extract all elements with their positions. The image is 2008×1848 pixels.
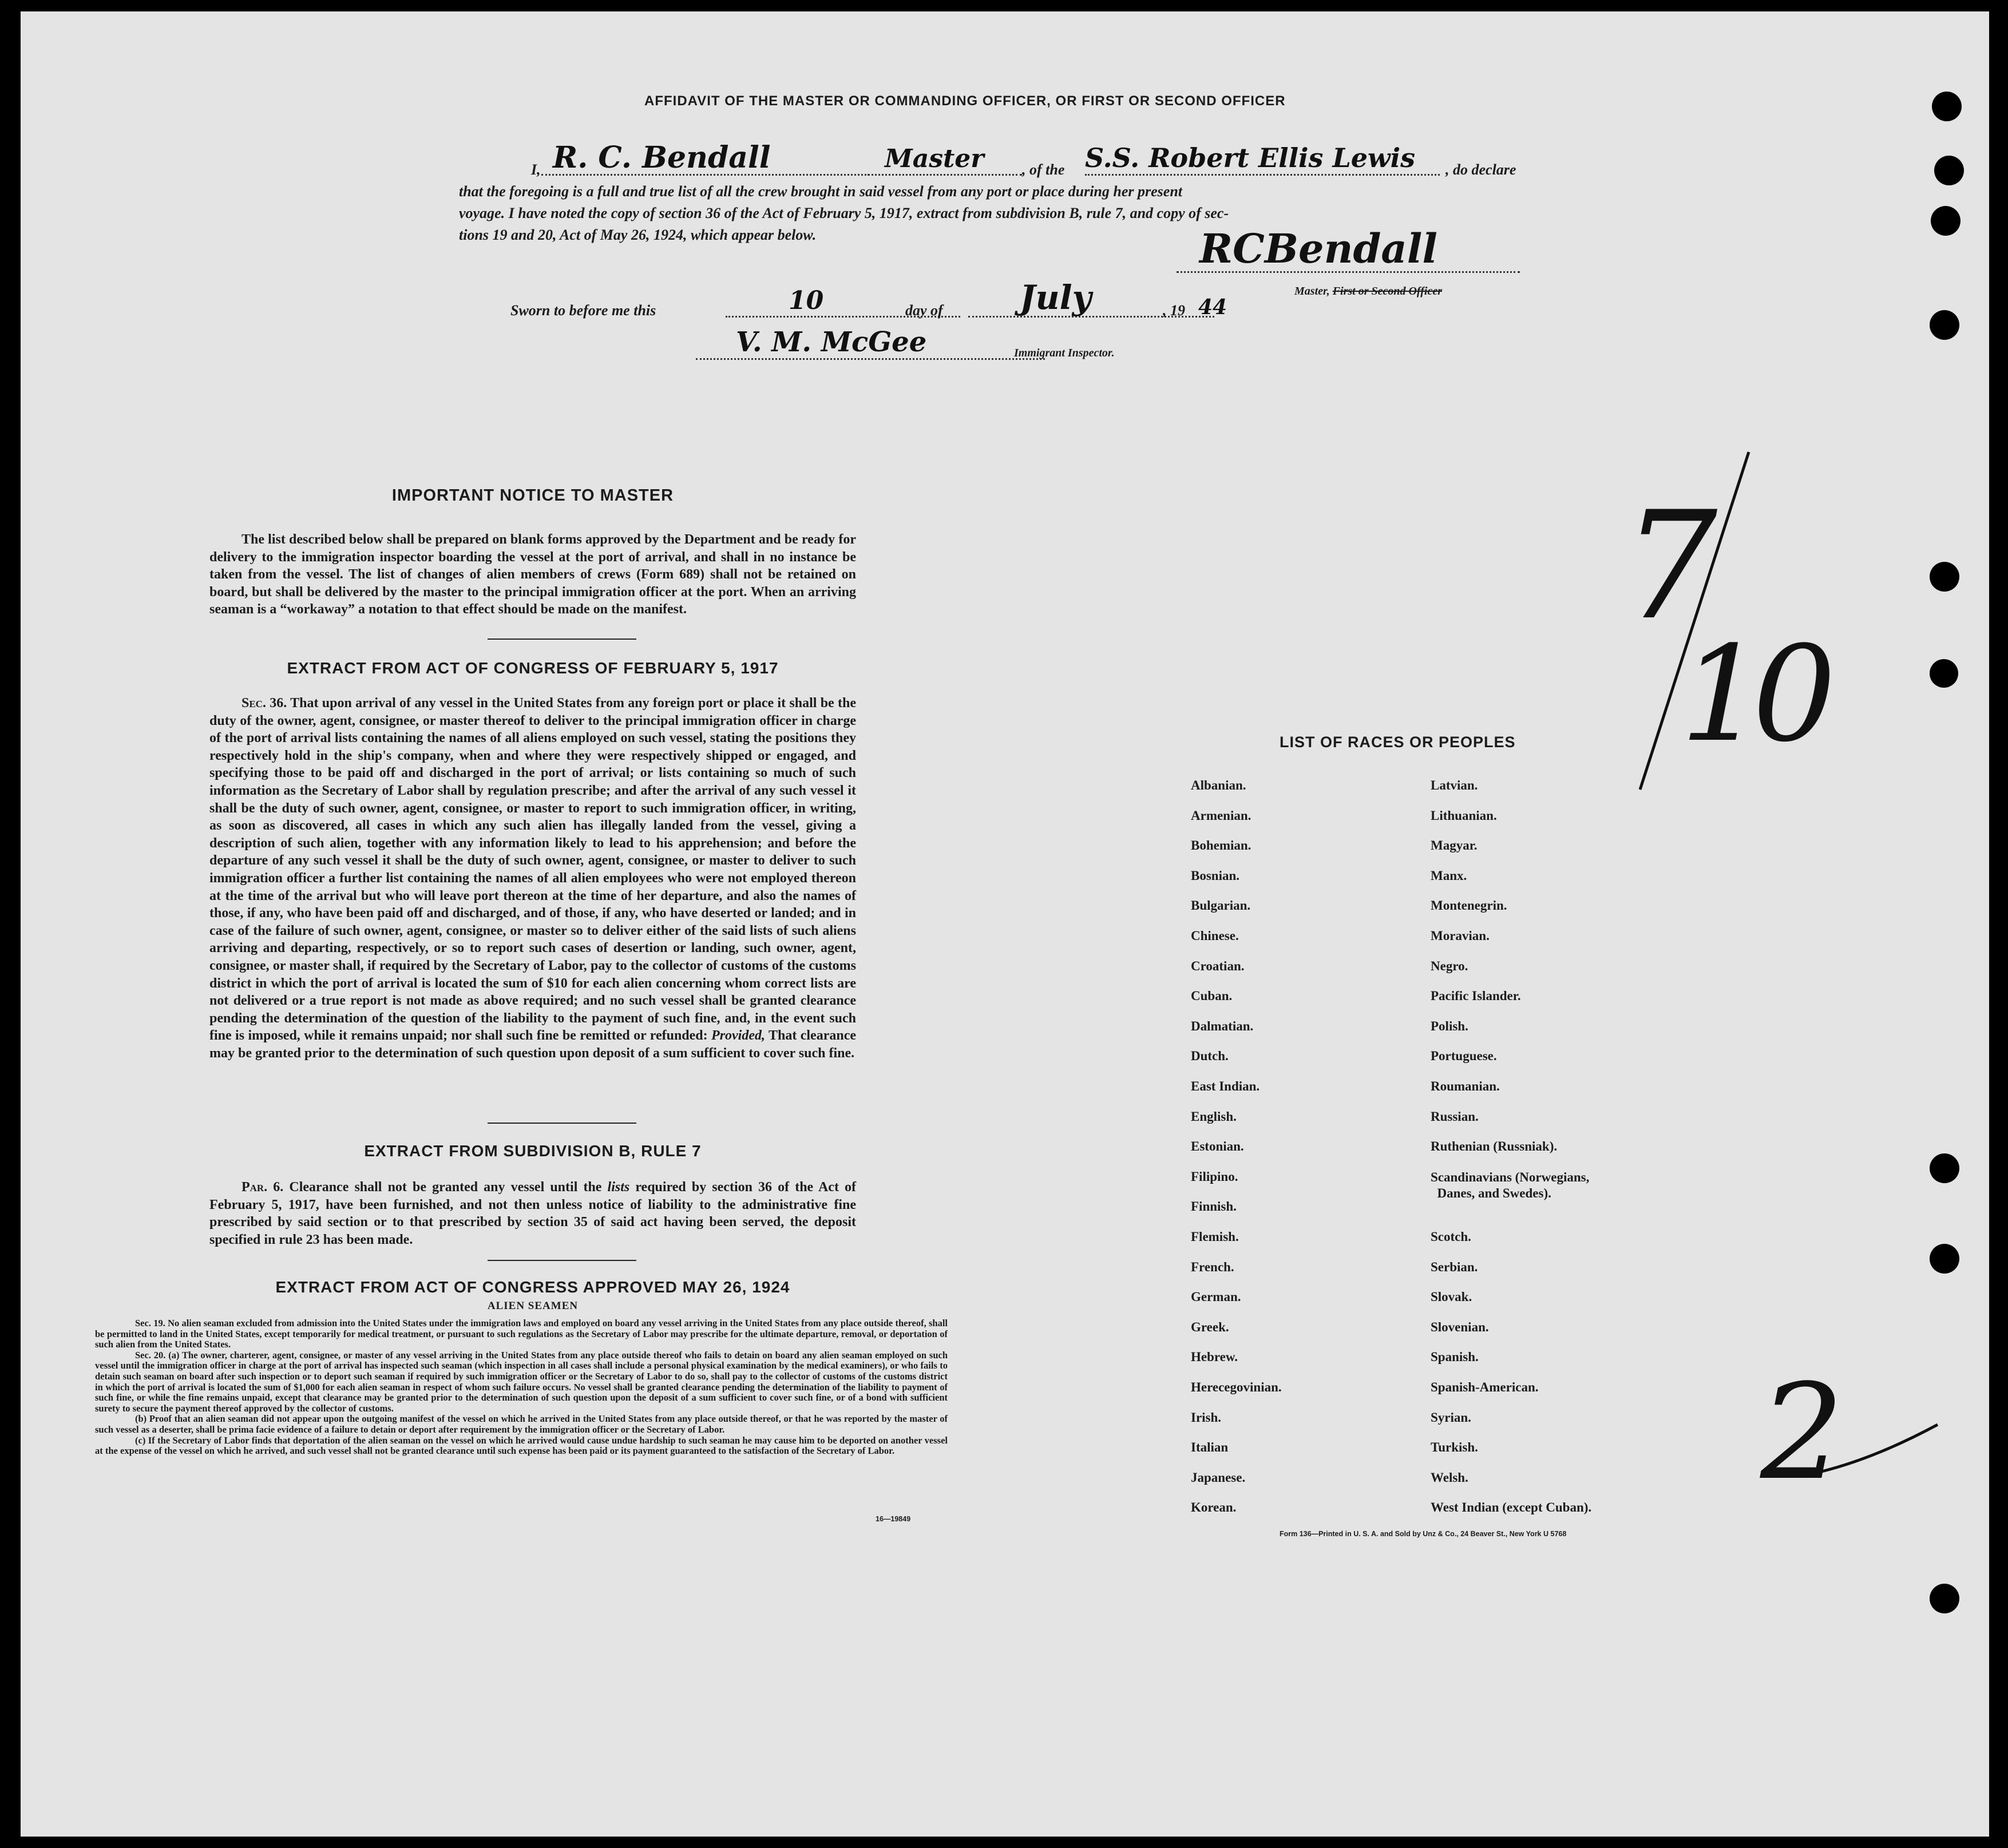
race-item: Dutch. <box>1191 1049 1229 1064</box>
sec-36-label: Sec. 36. <box>241 696 287 711</box>
fraction-numerator: 7 <box>1623 480 1718 653</box>
sec-36-text <box>209 695 856 1062</box>
race-item: Japanese. <box>1191 1470 1246 1485</box>
race-item: Bosnian. <box>1191 868 1240 883</box>
race-item: Roumanian. <box>1431 1079 1500 1093</box>
rule-7-title: EXTRACT FROM SUBDIVISION B, RULE 7 <box>364 1142 702 1160</box>
race-item: Bulgarian. <box>1191 898 1251 913</box>
race-item: Irish. <box>1191 1410 1222 1425</box>
race-item: Syrian. <box>1431 1410 1471 1425</box>
par-6-body-end: required by section 36 of the Act of February 5, 1917, have been furnished, and not then unless notice of liability to the administrative fine prescribed by said section or to that prescribed by section 35 of said act having been served, the deposit specified in rule 23 has been made. <box>209 1180 857 1247</box>
race-item: Pacific Islander. <box>1431 989 1521 1004</box>
race-item: Finnish. <box>1191 1199 1237 1214</box>
race-item: Chinese. <box>1191 929 1239 943</box>
vessel-name-handwritten: S.S. Robert Ellis Lewis <box>1085 142 1440 176</box>
race-item: Bohemian. <box>1191 838 1251 853</box>
sec-20a-text: Sec. 20. (a) The owner, charterer, agent, consignee, or master of any vessel arriving in the United States from any place outside thereof who fails to detain on board any alien seaman employed on such vessel until the immigration officer in charge at the port of arrival has inspected such seaman (which inspection in all cases shall include a personal physical examination by the medical examiners), or who fails to detain such seaman on board after such inspection or to deport such seaman if required by such immigration officer or the Secretary of Labor to do so, shall pay to the collector of customs of the customs district in which the port of arrival is located the sum of $1,000 for each alien seaman in respect of whom such failure occurs. No vessel shall be granted clearance pending the determination of the liability to payment of such fine, or while the fine remains unpaid, except that clearance may be granted prior to the determination of such question upon the deposit of a sum sufficient to cover such fine, or of a bond with sufficient surety to secure the payment thereof approved by the collector of customs. <box>95 1349 948 1414</box>
race-item: Magyar. <box>1431 838 1478 853</box>
sworn-month: July <box>968 279 1214 318</box>
race-item: Montenegrin. <box>1431 898 1507 913</box>
race-item: Slovenian. <box>1431 1319 1489 1334</box>
extract-1917-title: EXTRACT FROM ACT OF CONGRESS OF FEBRUARY 5, 1917 <box>287 659 779 677</box>
year-prefix: , 19 <box>1163 302 1185 319</box>
form-code: 16—19849 <box>876 1515 911 1523</box>
race-item: Spanish-American. <box>1431 1380 1539 1394</box>
race-item: East Indian. <box>1191 1079 1260 1093</box>
declaration-line-3: voyage. I have noted the copy of section 36 of the Act of February 5, 1917, extract from subdivision B, rule 7, and copy of sec- <box>459 205 1229 221</box>
race-item: Korean. <box>1191 1500 1237 1515</box>
declare-i: I, <box>531 161 541 178</box>
par-6-body: Clearance shall not be granted any vessel until the <box>289 1180 602 1195</box>
race-item: Slovak. <box>1431 1290 1472 1304</box>
sec-36-body-end: That clearance may be granted prior to the determination of such question upon deposit of a sum sufficient to cover such fine. <box>209 1028 856 1061</box>
sworn-year: 44 <box>1198 295 1227 319</box>
sworn-day: 10 <box>726 286 960 318</box>
rank-handwritten: Master <box>868 144 1022 176</box>
par-6-text <box>209 1179 856 1248</box>
divider <box>488 1123 636 1124</box>
binder-hole <box>1931 206 1961 236</box>
race-item: Hebrew. <box>1191 1350 1238 1365</box>
printer-footer: Form 136—Printed in U. S. A. and Sold by Unz & Co., 24 Beaver St., New York U 5768 <box>1280 1530 1567 1538</box>
race-item: Portuguese. <box>1431 1049 1497 1064</box>
inspector-signature: V. M. McGee <box>696 326 1045 360</box>
sec-20b-text: (b) Proof that an alien seaman did not appear upon the outgoing manifest of the vessel on which he arrived in the United States from any place outside thereof, or that he was reported by the master of such vessel as a deserter, shall be prima facie evidence of a failure to detain or deport after requirement by the immigration officer or the Secretary of Labor. <box>95 1413 948 1435</box>
binder-hole <box>1932 92 1962 121</box>
master-caption <box>1294 285 1442 298</box>
race-item: Filipino. <box>1191 1169 1238 1184</box>
race-item: Armenian. <box>1191 808 1251 823</box>
divider <box>488 639 636 640</box>
race-item: Turkish. <box>1431 1440 1478 1455</box>
race-item: Latvian. <box>1431 778 1478 792</box>
notice-title: IMPORTANT NOTICE TO MASTER <box>391 486 674 505</box>
page-mark: 2 <box>1760 1357 1844 1509</box>
race-item: German. <box>1191 1290 1241 1304</box>
race-item: Moravian. <box>1431 929 1490 943</box>
race-item: Lithuanian. <box>1431 808 1497 823</box>
inspector-caption: Immigrant Inspector. <box>1014 347 1115 359</box>
sworn-prefix: Sworn to before me this <box>510 302 656 319</box>
race-item: Manx. <box>1431 868 1467 883</box>
race-item: Herecegovinian. <box>1191 1380 1282 1394</box>
race-item: Scandinavians (Norwegians, Danes, and Swedes). <box>1431 1169 1590 1200</box>
race-item: Polish. <box>1431 1018 1468 1033</box>
extract-1924-body <box>95 1318 948 1457</box>
race-item: Italian <box>1191 1440 1229 1455</box>
races-title: LIST OF RACES OR PEOPLES <box>1280 733 1516 751</box>
race-item: Ruthenian (Russniak). <box>1431 1139 1558 1154</box>
race-item: English. <box>1191 1109 1237 1124</box>
par-6-label: Par. 6. <box>241 1180 284 1195</box>
binder-hole <box>1930 659 1958 688</box>
day-of-label: day of <box>905 302 943 319</box>
sec-20c-text: (c) If the Secretary of Labor finds that deportation of the alien seaman on the vessel on which he arrived would cause undue hardship to such seaman he may cause him to be deported on another vessel at the expense of the vessel on which he arrived, and such vessel shall not be granted clearance until such expense has been paid or its payment guaranteed to the satisfaction of the Secretary of Labor. <box>95 1434 948 1457</box>
race-item: Albanian. <box>1191 778 1246 792</box>
sec-36-provided: Provided, <box>711 1028 766 1044</box>
extract-1924-title: EXTRACT FROM ACT OF CONGRESS APPROVED MAY 26, 1924 <box>275 1278 790 1296</box>
race-item: Scotch. <box>1431 1230 1471 1244</box>
race-item: Estonian. <box>1191 1139 1244 1154</box>
declaration-line-2: that the foregoing is a full and true list of all the crew brought in said vessel from any port or place during her present <box>459 183 1183 200</box>
binder-hole <box>1934 156 1964 185</box>
race-item: Welsh. <box>1431 1470 1468 1485</box>
race-item: West Indian (except Cuban). <box>1431 1500 1592 1515</box>
race-item: Dalmatian. <box>1191 1018 1254 1033</box>
binder-hole <box>1930 1244 1959 1274</box>
declaration-line-4: tions 19 and 20, Act of May 26, 1924, which appear below. <box>459 227 817 243</box>
race-item: Serbian. <box>1431 1259 1478 1274</box>
notice-text: The list described below shall be prepared on blank forms approved by the Department and be ready for delivery to the immigration inspector boarding the vessel at the port of arrival, and shall in no instance be taken from the vessel. The list of changes of alien members of crews (Form 689) shall not be retained on board, but shall be delivered by the master to the principal immigration officer at the port. When an arriving seaman is a “workaway” a notation to that effect should be made on the manifest. <box>209 532 856 617</box>
binder-hole <box>1930 310 1959 340</box>
race-item: Russian. <box>1431 1109 1479 1124</box>
sec-36-body: That upon arrival of any vessel in the United States from any foreign port or place it shall be the duty of the owner, agent, consignee, or master thereof to deliver to the principal immigration officer in charge of the port of arrival lists containing the names of all aliens employed on such vessel, stating the positions they respectively hold in the ship's company, when and where they were respectively shipped or engaged, and specifying those to be paid off and discharged in the port of arrival; or lists containing so much of such information as the Secretary of Labor shall by regulation prescribe; and after the arrival of any such vessel it shall be the duty of such owner, agent, consignee, or master to report to such immigration officer, in writing, as soon as discovered, all cases in which any such alien has illegally landed from the vessel, giving a description of such alien, together with any information likely to lead to his apprehension; and before the departure of any such vessel it shall be the duty of such owner, agent, consignee, or master to deliver to such immigration officer a further list containing the names of all alien employees who were not employed thereon at the time of the arrival but who will leave port thereon at the time of her departure, and also the names of those, if any, who have been paid off and discharged, and of those, if any, who have deserted or landed; and in case of the failure of such owner, agent, consignee, or master so to deliver either of the said lists of such aliens arriving and departing, respectively, or so to report such cases of desertion or landing, such owner, agent, consignee, or master shall, if required by the Secretary of Labor, pay to the collector of customs of the customs district in which the port of arrival is located the sum of $10 for each alien concerning whom correct lists are not delivered or a true report is not made as above required; and no such vessel shall be granted clearance pending the determination of the question of the liability to the payment of such fine, and, in the event such fine is imposed, while it remains unpaid; nor shall such fine be remitted or refunded: <box>209 696 856 1044</box>
race-item: Spanish. <box>1431 1350 1479 1365</box>
race-item: Negro. <box>1431 958 1468 973</box>
race-item: French. <box>1191 1259 1234 1274</box>
affidavit-page <box>21 11 1989 1837</box>
divider <box>488 1260 636 1261</box>
master-caption-struck: First or Second Officer <box>1332 285 1442 298</box>
master-signature: RCBendall <box>1177 227 1520 273</box>
affidavit-title: AFFIDAVIT OF THE MASTER OR COMMANDING OFFICER, OR FIRST OR SECOND OFFICER <box>644 93 1286 109</box>
race-item: Greek. <box>1191 1319 1229 1334</box>
sec-19-text: Sec. 19. No alien seaman excluded from admission into the United States under the immigration laws and employed on board any vessel arriving in the United States from any place outside thereof, shall be permitted to land in the United States, except temporarily for medical treatment, or pursuant to such regulations as the Secretary of Labor may prescribe for the ultimate departure, removal, or deportation of such alien from the United States. <box>95 1318 948 1350</box>
par-6-lists: lists <box>607 1180 630 1195</box>
do-declare-label: , do declare <box>1445 161 1516 178</box>
alien-seamen-subtitle: ALIEN SEAMEN <box>487 1300 579 1312</box>
binder-hole <box>1930 1584 1959 1613</box>
binder-hole <box>1930 1153 1959 1183</box>
of-the-label: , of the <box>1022 161 1065 178</box>
race-item: Flemish. <box>1191 1230 1239 1244</box>
race-item: Croatian. <box>1191 958 1245 973</box>
binder-hole <box>1930 562 1959 592</box>
race-item: Cuban. <box>1191 989 1233 1004</box>
page-mark-flourish <box>1795 1413 1943 1488</box>
declarant-signature: R. C. Bendall <box>541 142 873 176</box>
fraction-denominator: 10 <box>1680 618 1825 771</box>
master-caption-label: Master, <box>1294 285 1330 298</box>
